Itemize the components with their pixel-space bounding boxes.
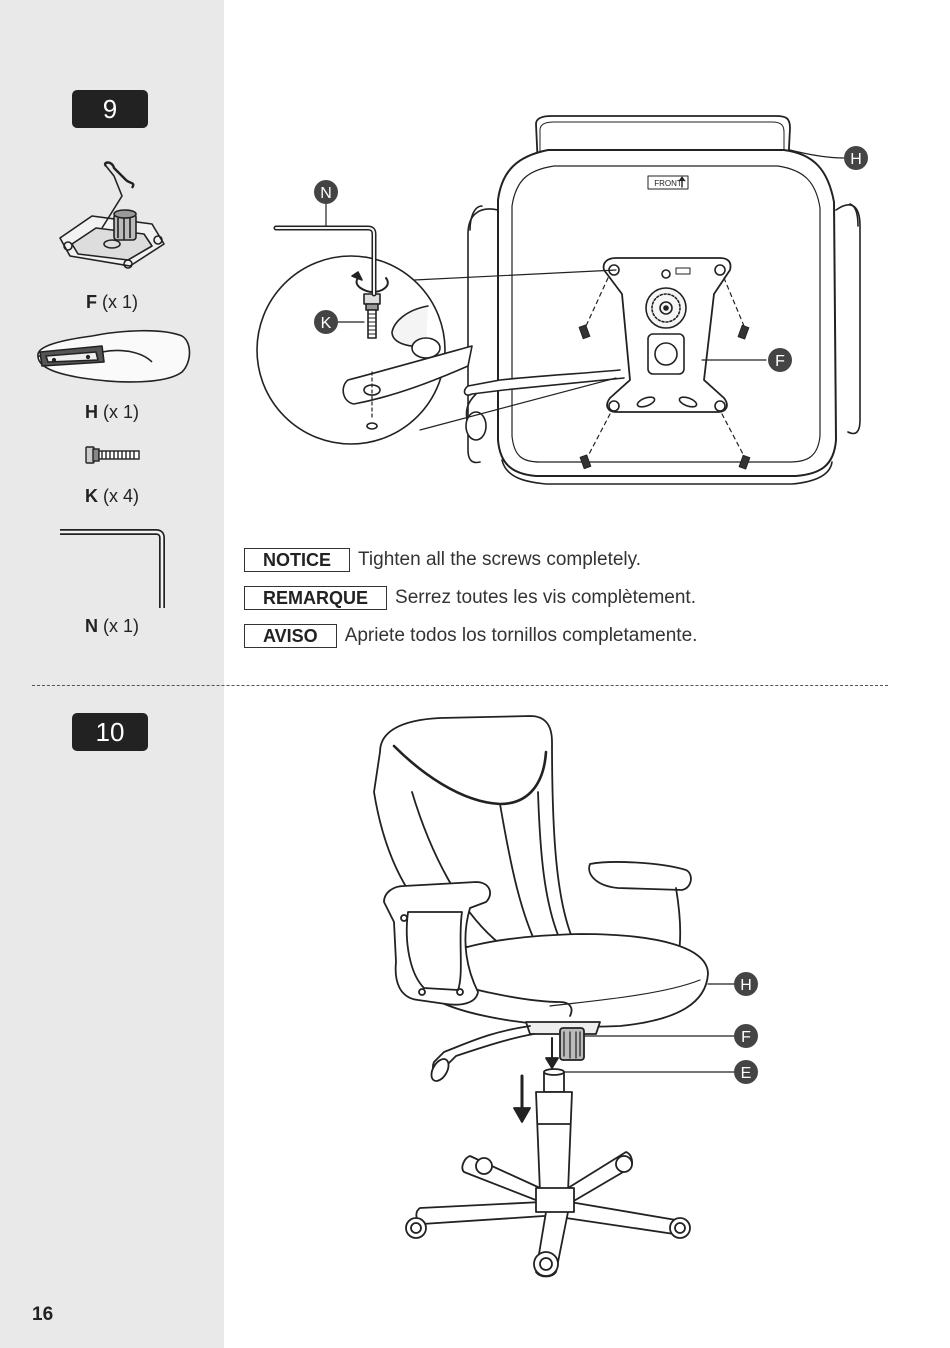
note-tag-en: NOTICE <box>244 548 350 572</box>
svg-text:K: K <box>320 315 332 332</box>
note-tag-fr: REMARQUE <box>244 586 387 610</box>
part-n-allen-key-image <box>56 526 172 612</box>
step-10-diagram <box>360 712 780 1292</box>
step-9-diagram <box>236 110 916 510</box>
part-k-label: K (x 4) <box>84 486 139 506</box>
callout-k <box>314 310 338 334</box>
callout-f <box>768 348 792 372</box>
svg-text:H: H <box>740 977 752 994</box>
note-text-es: Apriete todos los tornillos completamente. <box>344 625 698 646</box>
callout-e-step10 <box>734 1060 758 1084</box>
part-f-label: F (x 1) <box>85 292 138 312</box>
part-k-screw-image <box>84 444 142 466</box>
callout-h-step10 <box>734 972 758 996</box>
note-text-en: Tighten all the screws completely. <box>358 549 642 570</box>
front-label: FRONT <box>654 179 682 188</box>
part-h-label: H (x 1) <box>84 402 139 422</box>
svg-text:N: N <box>320 185 332 202</box>
note-text-fr: Serrez toutes les vis complètement. <box>395 587 696 608</box>
part-h-seat-image <box>32 322 192 386</box>
svg-text:E: E <box>740 1065 752 1082</box>
callout-f-step10 <box>734 1024 758 1048</box>
part-n-label: N (x 1) <box>84 616 139 636</box>
page-number: 16 <box>32 1304 54 1325</box>
step-9-badge: 9 <box>72 90 148 128</box>
note-row-fr <box>244 586 696 610</box>
svg-text:F: F <box>741 1029 751 1046</box>
callout-h <box>844 146 868 170</box>
svg-text:H: H <box>850 151 862 168</box>
svg-text:F: F <box>775 353 785 370</box>
note-row-en <box>244 548 641 572</box>
note-tag-es: AVISO <box>244 624 337 648</box>
step-10-badge: 10 <box>72 713 148 751</box>
part-f-mechanism-image <box>52 158 172 278</box>
callout-n <box>314 180 338 204</box>
note-row-es <box>244 624 697 648</box>
section-divider <box>32 685 888 686</box>
